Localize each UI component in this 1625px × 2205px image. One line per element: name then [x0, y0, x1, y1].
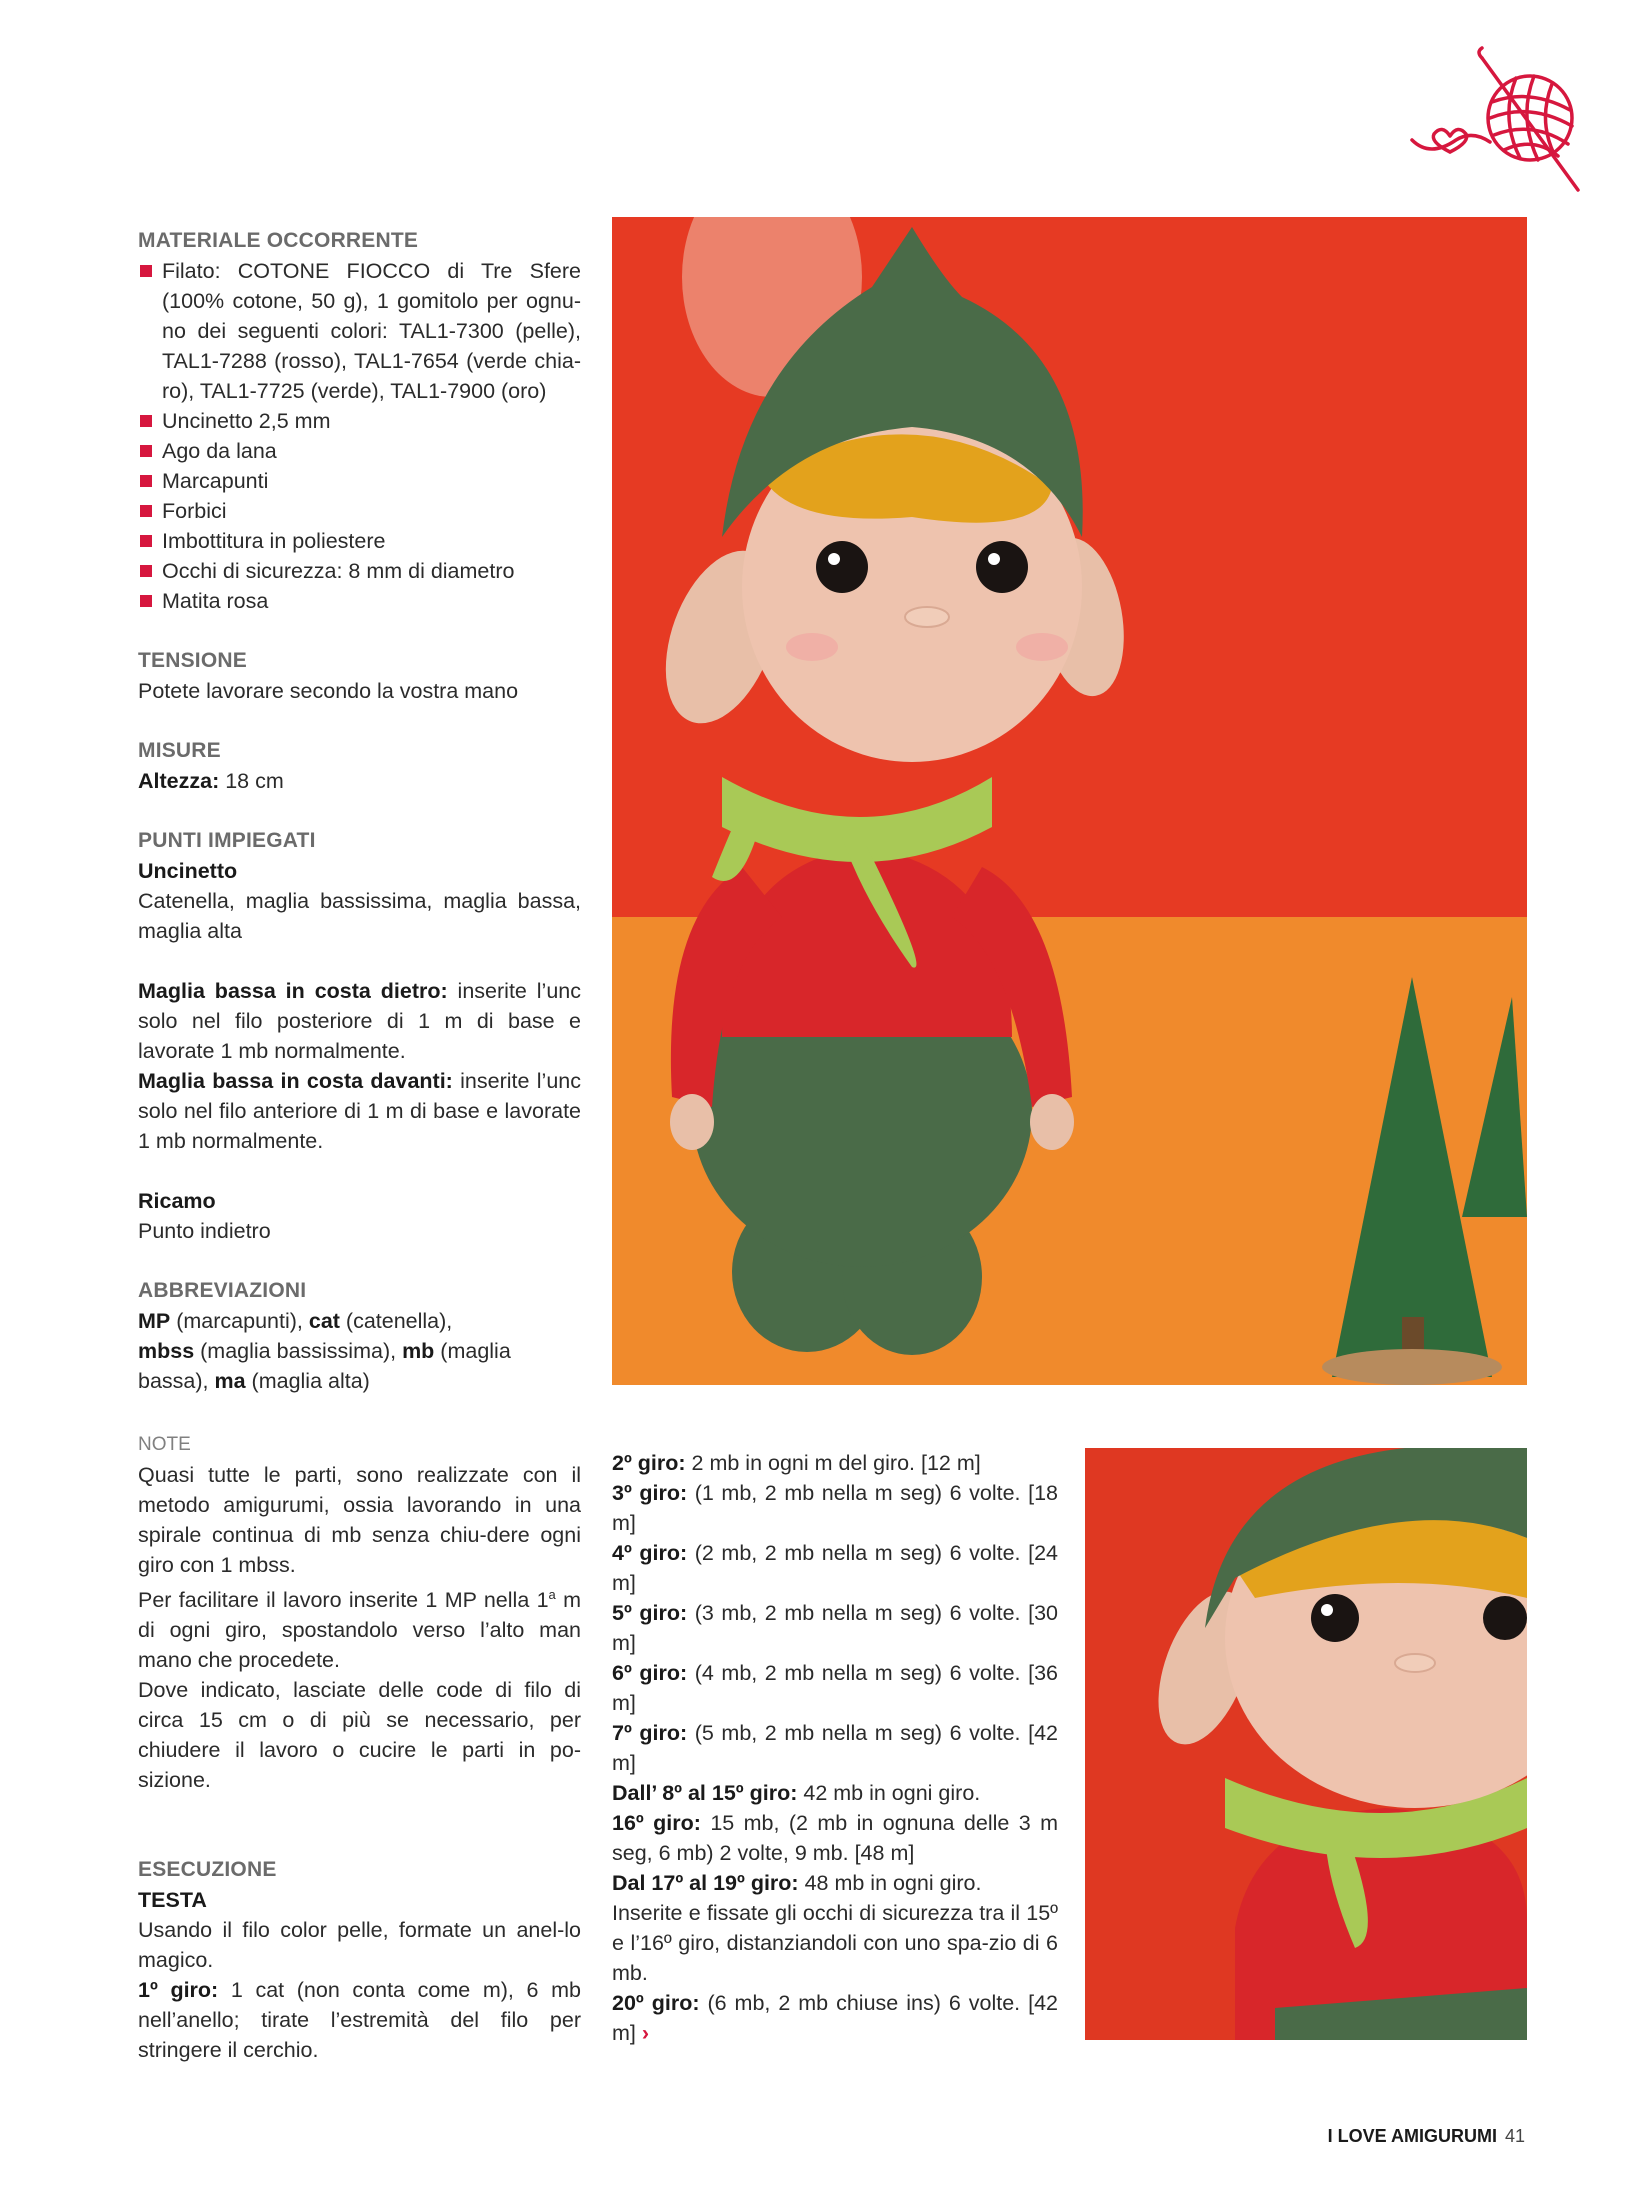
round-text: 42 mb in ogni giro. [797, 1781, 981, 1805]
list-item: Imbottitura in poliestere [138, 526, 581, 556]
round-row [612, 1778, 1058, 1808]
abbreviations-heading: ABBREVIAZIONI [138, 1279, 307, 1302]
abbr-term: mb [402, 1339, 435, 1363]
round-text: 2 mb in ogni m del giro. [12 m] [685, 1451, 981, 1475]
note-paragraph [138, 1580, 581, 1675]
round-label: 6º giro: [612, 1661, 688, 1685]
note-sup: a [548, 1587, 556, 1602]
embroidery-subheading: Ricamo [138, 1189, 216, 1213]
round-row [612, 1718, 1058, 1778]
round-label: 3º giro: [612, 1481, 688, 1505]
list-item: Filato: COTONE FIOCCO di Tre Sfere (100% cotone, 50 g), 1 gomitolo per ognu-no dei seguenti colori: TAL1-7300 (pelle), TAL1-7288 (rosso), TAL1-7654 (verde chia-ro), TAL1-7725 (verde), TAL1-7900 (oro) [138, 256, 581, 406]
note-paragraph: Dove indicato, lasciate delle code di filo di circa 15 cm o di più se necessario, per chiudere il lavoro o cucire le parti in po-sizione. [138, 1678, 581, 1793]
elf-amigurumi-photo [612, 217, 1527, 1385]
back-loop-label: Maglia bassa in costa dietro: [138, 979, 448, 1003]
round-text: (1 mb, 2 mb nella m seg) 6 volte. [18 m] [612, 1481, 1058, 1535]
crochet-text: Catenella, maglia bassissima, maglia bassa, maglia alta [138, 889, 581, 943]
eyes-instruction: Inserite e fissate gli occhi di sicurezza tra il 15º e l’16º giro, distanziandoli con uno spa-zio di 6 mb. [612, 1901, 1058, 1985]
round-label: 20º giro: [612, 1991, 700, 2015]
abbr-def: (maglia bassa), [138, 1339, 511, 1393]
round-text: (6 mb, 2 mb chiuse ins) 6 volte. [42 m] [612, 1991, 1058, 2045]
round-text: (5 mb, 2 mb nella m seg) 6 volte. [42 m] [612, 1721, 1058, 1775]
round-row [612, 1868, 1058, 1898]
round-text: 15 mb, (2 mb in ognuna delle 3 m seg, 6 mb) 2 volte, 9 mb. [48 m] [612, 1811, 1058, 1865]
round-row [612, 1598, 1058, 1658]
round-row [612, 1448, 1058, 1478]
list-item: Forbici [138, 496, 581, 526]
round-1 [138, 1975, 581, 2065]
height-value: 18 cm [219, 769, 284, 793]
sizes-heading: MISURE [138, 739, 221, 762]
round-row [612, 1478, 1058, 1538]
front-loop-stitch [138, 1066, 581, 1156]
middle-column [612, 1448, 1058, 2048]
page-number: 41 [1504, 2126, 1525, 2146]
abbr-term: MP [138, 1309, 171, 1333]
list-item: Ago da lana [138, 436, 581, 466]
crochet-subheading: Uncinetto [138, 859, 238, 883]
embroidery-text: Punto indietro [138, 1219, 271, 1243]
list-item: Matita rosa [138, 586, 581, 616]
round-text: 48 mb in ogni giro. [798, 1871, 982, 1895]
round-label: 4º giro: [612, 1541, 688, 1565]
round-text: (2 mb, 2 mb nella m seg) 6 volte. [24 m] [612, 1541, 1058, 1595]
round-text: (3 mb, 2 mb nella m seg) 6 volte. [30 m] [612, 1601, 1058, 1655]
magazine-name: I LOVE AMIGURUMI [1327, 2126, 1497, 2146]
abbr-term: mbss [138, 1339, 195, 1363]
abbr-def: (maglia bassissima), [194, 1339, 403, 1363]
round-text: (4 mb, 2 mb nella m seg) 6 volte. [36 m] [612, 1661, 1058, 1715]
head-subheading: TESTA [138, 1888, 207, 1913]
round-label: 5º giro: [612, 1601, 688, 1625]
execution-heading: ESECUZIONE [138, 1858, 277, 1882]
round-label: 16º giro: [612, 1811, 701, 1835]
materials-heading: MATERIALE OCCORRENTE [138, 229, 419, 252]
left-column [138, 226, 581, 2065]
back-loop-stitch [138, 976, 581, 1066]
tension-heading: TENSIONE [138, 649, 247, 672]
round-label: Dal 17º al 19º giro: [612, 1871, 799, 1895]
round-text: 1 cat (non conta come m), 6 mb nell’anello; tirate l’estremità del filo per stringere il cerchio. [138, 1978, 581, 2063]
round-label: Dall’ 8º al 15º giro: [612, 1781, 798, 1805]
list-item: Marcapunti [138, 466, 581, 496]
round-label: 1º giro: [138, 1978, 219, 2003]
page-footer [1328, 2126, 1525, 2147]
note-label: NOTE [138, 1434, 191, 1455]
yarn-ball-logo-icon [1400, 40, 1600, 200]
round-20 [612, 1988, 1058, 2048]
stitches-heading: PUNTI IMPIEGATI [138, 829, 316, 852]
front-loop-label: Maglia bassa in costa davanti: [138, 1069, 453, 1093]
list-item: Occhi di sicurezza: 8 mm di diametro [138, 556, 581, 586]
elf-closeup-photo [1085, 1448, 1527, 2040]
abbr-def: (maglia alta) [245, 1369, 370, 1393]
list-item: Uncinetto 2,5 mm [138, 406, 581, 436]
rounds-list [612, 1448, 1058, 1898]
height-line [138, 766, 581, 796]
elf-closeup-illustration [1085, 1448, 1527, 2040]
round-row [612, 1538, 1058, 1598]
note-text: Per facilitare il lavoro inserite 1 MP nella 1 [138, 1588, 549, 1613]
continue-arrow-icon: › [641, 2021, 650, 2045]
round-label: 2º giro: [612, 1451, 686, 1475]
abbreviations-text [138, 1306, 581, 1396]
abbr-def: (catenella), [339, 1309, 453, 1333]
execution-intro: Usando il filo color pelle, formate un anel-lo magico. [138, 1918, 581, 1973]
elf-illustration [612, 217, 1527, 1385]
round-row [612, 1658, 1058, 1718]
round-row [612, 1808, 1058, 1868]
front-loop-text: inserite l’unc solo nel filo anteriore di 1 m di base e lavorate 1 mb normalmente. [138, 1069, 581, 1153]
abbr-term: cat [308, 1309, 340, 1333]
height-label: Altezza: [138, 769, 220, 793]
note-paragraph: Quasi tutte le parti, sono realizzate con il metodo amigurumi, ossia lavorando in una spirale continua di mb senza chiu-dere ogni giro con 1 mbss. [138, 1463, 581, 1577]
abbr-term: ma [214, 1369, 246, 1393]
materials-list [138, 256, 581, 616]
tension-text: Potete lavorare secondo la vostra mano [138, 679, 519, 703]
note-text: m di ogni giro, spostandolo verso l’alto man mano che procedete. [138, 1588, 581, 1673]
abbr-def: (marcapunti), [170, 1309, 309, 1333]
round-label: 7º giro: [612, 1721, 688, 1745]
back-loop-text: inserite l’unc solo nel filo posteriore di 1 m di base e lavorate 1 mb normalmente. [138, 979, 581, 1063]
